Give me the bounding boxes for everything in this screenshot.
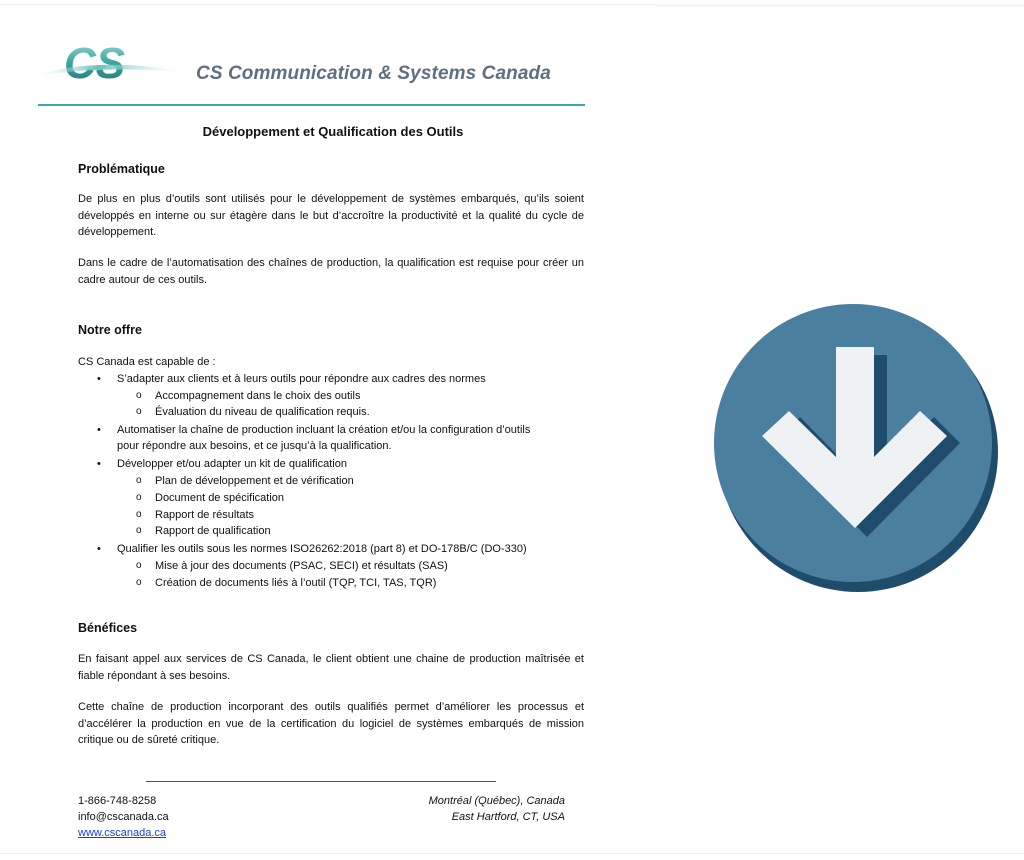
logo-text: CS xyxy=(64,39,126,88)
benefits-paragraph-1: En faisant appel aux services de CS Canada, le client obtient une chaine de production maîtrisée et fiable répondant à ses besoins. xyxy=(78,653,584,682)
offer-bullet-2: • Automatiser la chaîne de production incluant la création et/ou la configuration d’outils xyxy=(117,422,530,439)
footer-location-2: East Hartford, CT, USA xyxy=(451,811,565,823)
footer-locations xyxy=(300,793,565,825)
offer-sub-3-1: o Plan de développement et de vérification xyxy=(155,473,354,490)
offer-sub-4-1: o Mise à jour des documents (PSAC, SECI) et résultats (SAS) xyxy=(155,558,448,575)
company-logo xyxy=(38,38,188,90)
offer-intro: CS Canada est capable de : xyxy=(78,356,216,368)
footer-contact xyxy=(78,793,169,841)
document-title: Développement et Qualification des Outils xyxy=(202,124,464,139)
footer-rule xyxy=(146,781,496,782)
problem-paragraph-1: De plus en plus d’outils sont utilisés pour le développement de systèmes embarqués, qu’ils soient développés en interne ou sur étagère dans le but d’accroître la productivité et la qualité du cycle de développement. xyxy=(78,193,584,238)
offer-sub-3-3: o Rapport de résultats xyxy=(155,507,254,524)
offer-sub-3-2: o Document de spécification xyxy=(155,490,284,507)
offer-bullet-4: • Qualifier les outils sous les normes ISO26262:2018 (part 8) et DO-178B/C (DO-330) xyxy=(117,541,527,558)
offer-sub-3-4: o Rapport de qualification xyxy=(155,523,271,540)
footer-location-1: Montréal (Québec), Canada xyxy=(428,795,565,807)
offer-sub-1-1: o Accompagnement dans le choix des outils xyxy=(155,388,360,405)
offer-bullet-3: • Développer et/ou adapter un kit de qualification xyxy=(117,456,347,473)
offer-sub-4-2: o Création de documents liés à l’outil (TQP, TCI, TAS, TQR) xyxy=(155,575,436,592)
footer-phone: 1-866-748-8258 xyxy=(78,795,157,807)
offer-bullet-2-cont: pour répondre aux besoins, et ce jusqu’à la qualification. xyxy=(117,440,392,452)
header-rule xyxy=(38,104,585,106)
company-name: CS Communication & Systems Canada xyxy=(196,63,551,84)
download-arrow-icon[interactable] xyxy=(712,295,1002,595)
footer-website-link[interactable]: www.cscanada.ca xyxy=(78,827,167,839)
footer-email[interactable]: info@cscanada.ca xyxy=(78,811,169,823)
heading-offer: Notre offre xyxy=(78,323,142,337)
problem-paragraph-2: Dans le cadre de l’automatisation des chaînes de production, la qualification est requise pour créer un cadre autour de ces outils. xyxy=(78,257,584,286)
page-edge-shadow xyxy=(655,4,1024,7)
benefits-paragraph-2: Cette chaîne de production incorporant des outils qualifiés permet d’améliorer les processus et d’accélérer la production en vue de la certification du logiciel de systèmes embarqués de mission critique ou de sûreté critique. xyxy=(78,701,584,746)
offer-bullet-1: • S’adapter aux clients et à leurs outils pour répondre aux cadres des normes xyxy=(117,371,486,388)
offer-sub-1-2: o Évaluation du niveau de qualification requis. xyxy=(155,404,370,421)
heading-problem: Problématique xyxy=(78,162,165,176)
heading-benefits: Bénéfices xyxy=(78,621,138,635)
